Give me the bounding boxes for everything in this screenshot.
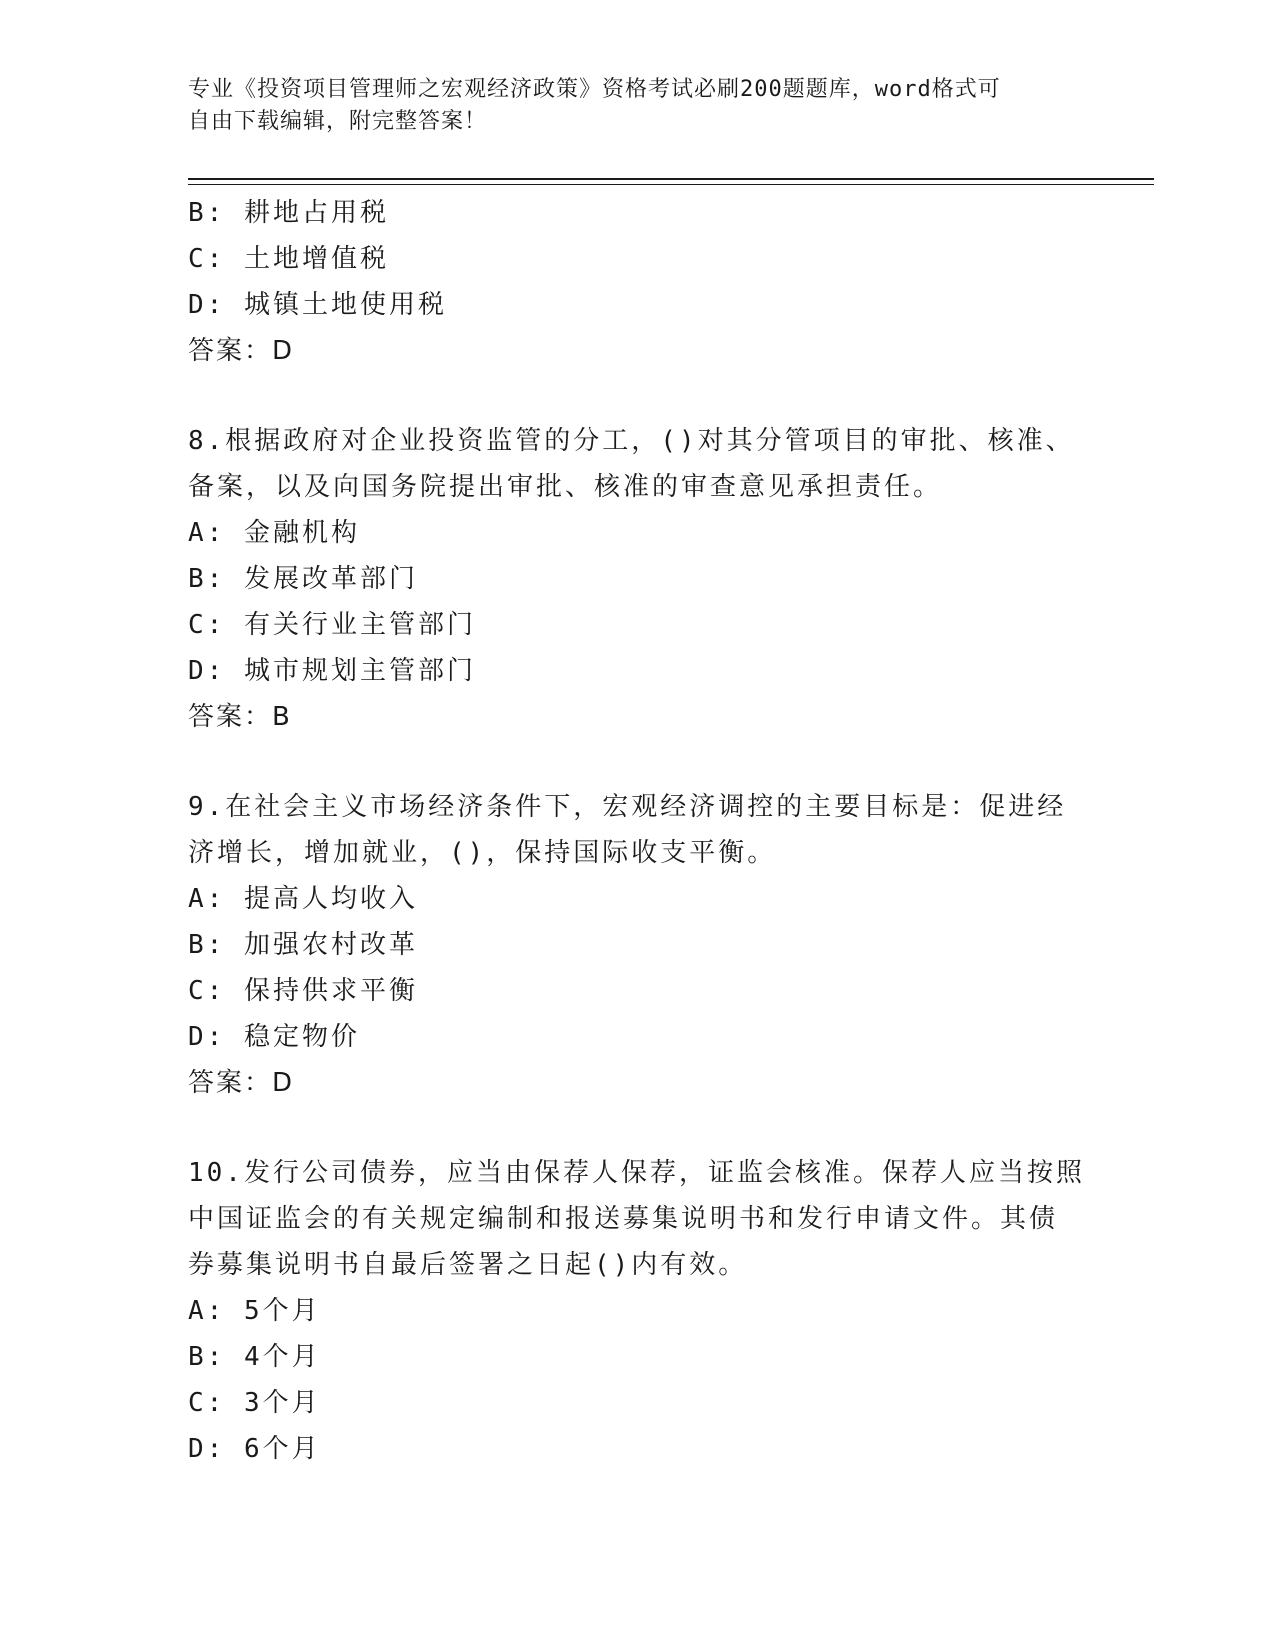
spacer — [188, 1106, 1088, 1150]
header-line-2: 自由下载编辑，附完整答案！ — [188, 109, 488, 134]
answer-line: 答案：D — [188, 1068, 295, 1098]
header-divider-thick — [188, 178, 1154, 180]
question-text-line: 济增长，增加就业，()，保持国际收支平衡。 — [188, 838, 777, 868]
option-d: D: 稳定物价 — [188, 1022, 360, 1052]
question-9 — [188, 784, 1088, 1106]
question-10 — [188, 1150, 1088, 1472]
spacer — [188, 374, 1088, 418]
option-c: C: 有关行业主管部门 — [188, 610, 476, 640]
question-text-line: 备案，以及向国务院提出审批、核准的审查意见承担责任。 — [188, 472, 943, 502]
option-d: D: 城市规划主管部门 — [188, 656, 476, 686]
option-a: A: 金融机构 — [188, 518, 360, 548]
question-text-line: 10.发行公司债券，应当由保荐人保荐，证监会核准。保荐人应当按照 — [188, 1158, 1085, 1188]
document-header — [188, 74, 1068, 138]
question-7-continued — [188, 190, 1088, 374]
option-b: B: 加强农村改革 — [188, 930, 418, 960]
option-d: D: 城镇土地使用税 — [188, 290, 447, 320]
question-8 — [188, 418, 1088, 740]
question-text-line: 中国证监会的有关规定编制和报送募集说明书和发行申请文件。其债 — [188, 1204, 1059, 1234]
option-b: B: 耕地占用税 — [188, 198, 389, 228]
option-a: A: 提高人均收入 — [188, 884, 418, 914]
header-line-1: 专业《投资项目管理师之宏观经济政策》资格考试必刷200题题库，word格式可 — [188, 77, 1001, 102]
option-a: A: 5个月 — [188, 1296, 321, 1326]
option-c: C: 3个月 — [188, 1388, 321, 1418]
question-text-line: 券募集说明书自最后签署之日起()内有效。 — [188, 1250, 748, 1280]
answer-line: 答案：D — [188, 336, 295, 366]
header-divider-thin — [188, 184, 1154, 185]
option-c: C: 保持供求平衡 — [188, 976, 418, 1006]
question-list — [188, 190, 1088, 1472]
option-b: B: 4个月 — [188, 1342, 321, 1372]
spacer — [188, 740, 1088, 784]
question-text-line: 8.根据政府对企业投资监管的分工，()对其分管项目的审批、核准、 — [188, 426, 1075, 456]
option-b: B: 发展改革部门 — [188, 564, 418, 594]
option-d: D: 6个月 — [188, 1434, 321, 1464]
question-text-line: 9.在社会主义市场经济条件下，宏观经济调控的主要目标是：促进经 — [188, 792, 1067, 822]
option-c: C: 土地增值税 — [188, 244, 389, 274]
answer-line: 答案：B — [188, 702, 292, 732]
